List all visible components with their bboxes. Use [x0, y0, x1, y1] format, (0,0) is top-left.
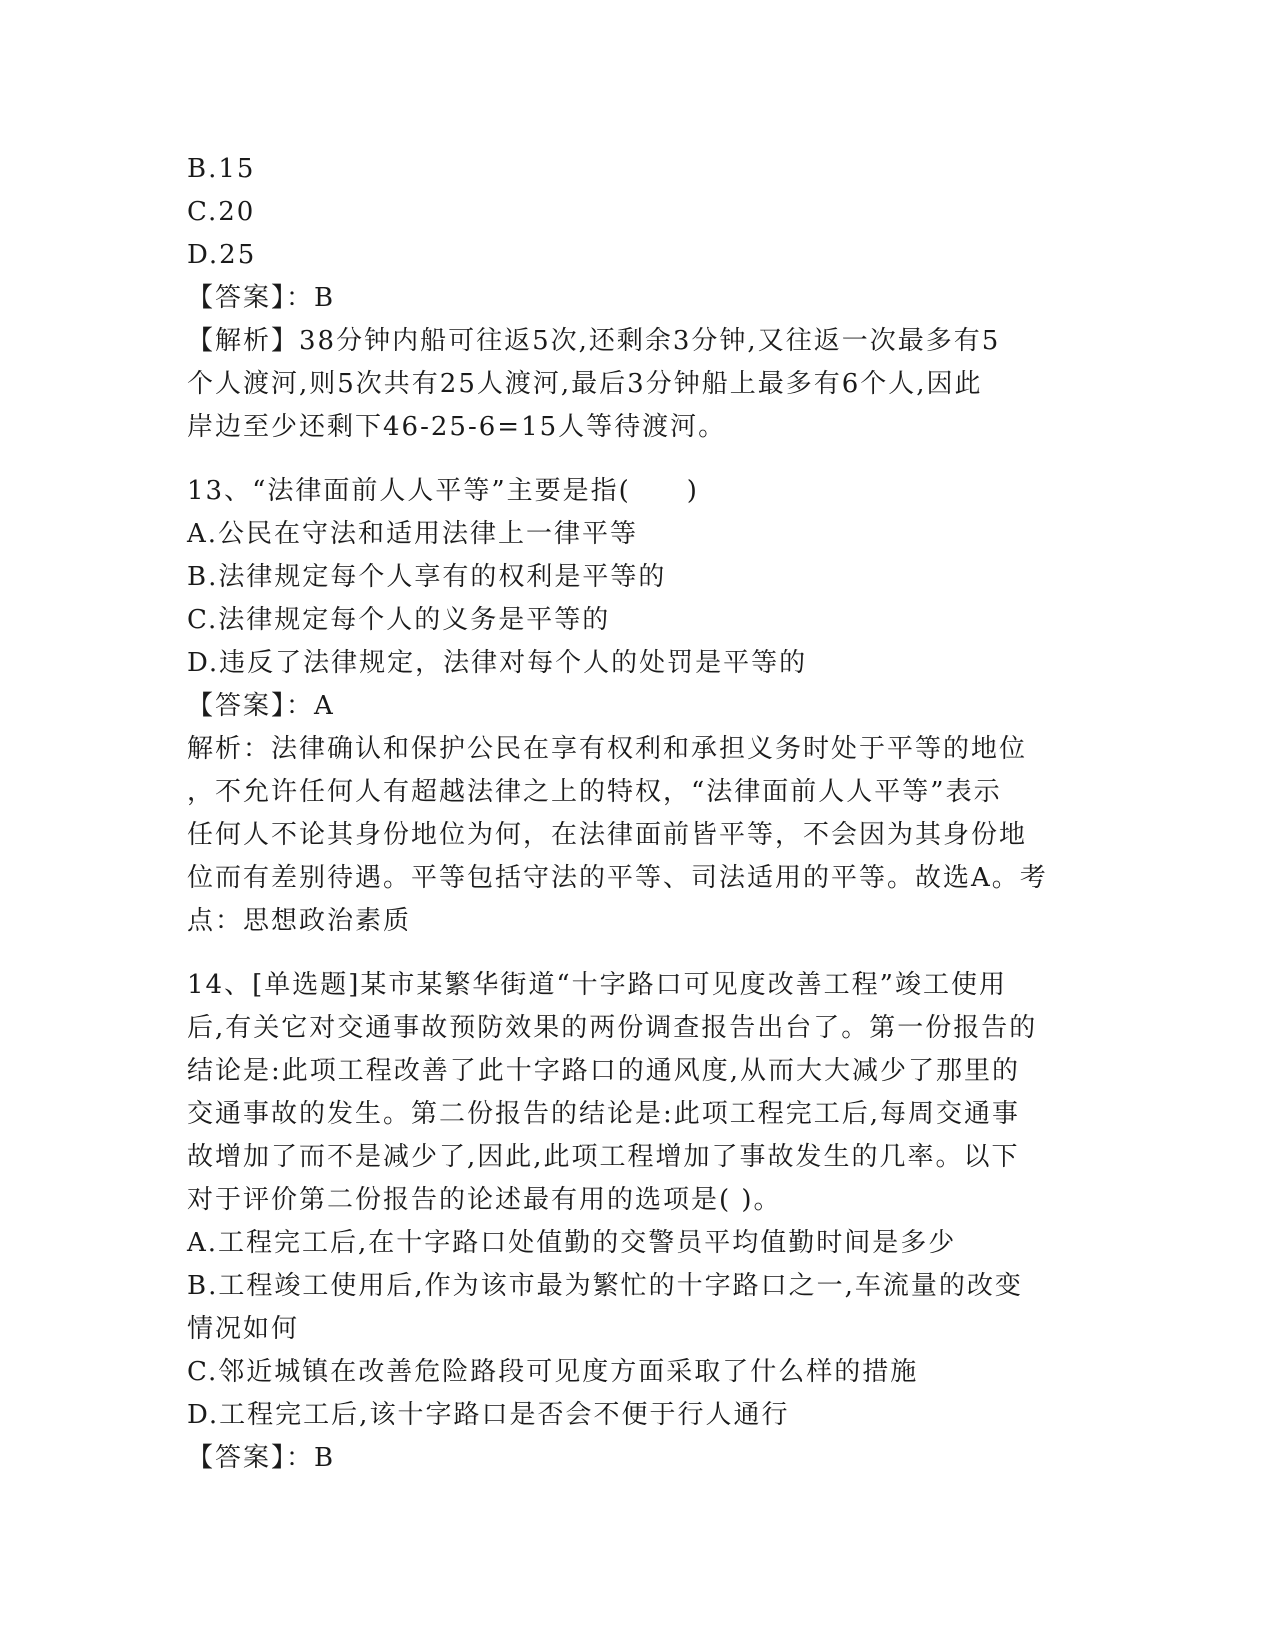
option-c: C.邻近城镇在改善危险路段可见度方面采取了什么样的措施: [187, 1357, 919, 1387]
option-a: A.工程完工后,在十字路口处值勤的交警员平均值勤时间是多少: [187, 1228, 957, 1258]
answer: 【答案】：B: [187, 283, 336, 313]
option-b: B.15: [187, 154, 256, 184]
document-content: [187, 148, 1087, 1480]
question-14-line: 故增加了而不是减少了,因此,此项工程增加了事故发生的几率。以下: [187, 1142, 1020, 1172]
option-c: C.法律规定每个人的义务是平等的: [187, 605, 611, 635]
analysis-line: 位而有差别待遇。平等包括守法的平等、司法适用的平等。故选A。考: [187, 863, 1048, 893]
question-14-line: 交通事故的发生。第二份报告的结论是:此项工程完工后,每周交通事: [187, 1099, 1021, 1129]
option-d: D.25: [187, 240, 257, 270]
analysis-line: 点：思想政治素质: [187, 906, 412, 936]
question-14-line: 14、[单选题]某市某繁华街道“十字路口可见度改善工程”竣工使用: [187, 970, 1007, 1000]
option-d: D.工程完工后,该十字路口是否会不便于行人通行: [187, 1400, 790, 1430]
question-14-line: 后,有关它对交通事故预防效果的两份调查报告出台了。第一份报告的: [187, 1013, 1038, 1043]
question-14-line: 结论是:此项工程改善了此十字路口的通风度,从而大大减少了那里的: [187, 1056, 1021, 1086]
option-d: D.违反了法律规定，法律对每个人的处罚是平等的: [187, 648, 808, 678]
analysis-line: 任何人不论其身份地位为何，在法律面前皆平等，不会因为其身份地: [187, 820, 1028, 850]
analysis-line: 【解析】38分钟内船可往返5次,还剩余3分钟,又往返一次最多有5: [187, 326, 1001, 356]
option-c: C.20: [187, 197, 256, 227]
option-b: B.工程竣工使用后,作为该市最为繁忙的十字路口之一,车流量的改变: [187, 1271, 1023, 1301]
answer: 【答案】：A: [187, 691, 335, 721]
analysis-line: ，不允许任何人有超越法律之上的特权，“法律面前人人平等”表示: [187, 777, 1002, 807]
answer: 【答案】：B: [187, 1443, 336, 1473]
question-14-line: 对于评价第二份报告的论述最有用的选项是( )。: [187, 1185, 782, 1215]
analysis-line: 岸边至少还剩下46-25-6=15人等待渡河。: [187, 412, 727, 442]
option-a: A.公民在守法和适用法律上一律平等: [187, 519, 639, 549]
option-b: B.法律规定每个人享有的权利是平等的: [187, 562, 667, 592]
question-13-title: 13、“法律面前人人平等”主要是指( ): [187, 476, 699, 506]
option-b-continued: 情况如何: [187, 1314, 300, 1344]
analysis-line: 解析：法律确认和保护公民在享有权利和承担义务时处于平等的地位: [187, 734, 1028, 764]
analysis-line: 个人渡河,则5次共有25人渡河,最后3分钟船上最多有6个人,因此: [187, 369, 983, 399]
